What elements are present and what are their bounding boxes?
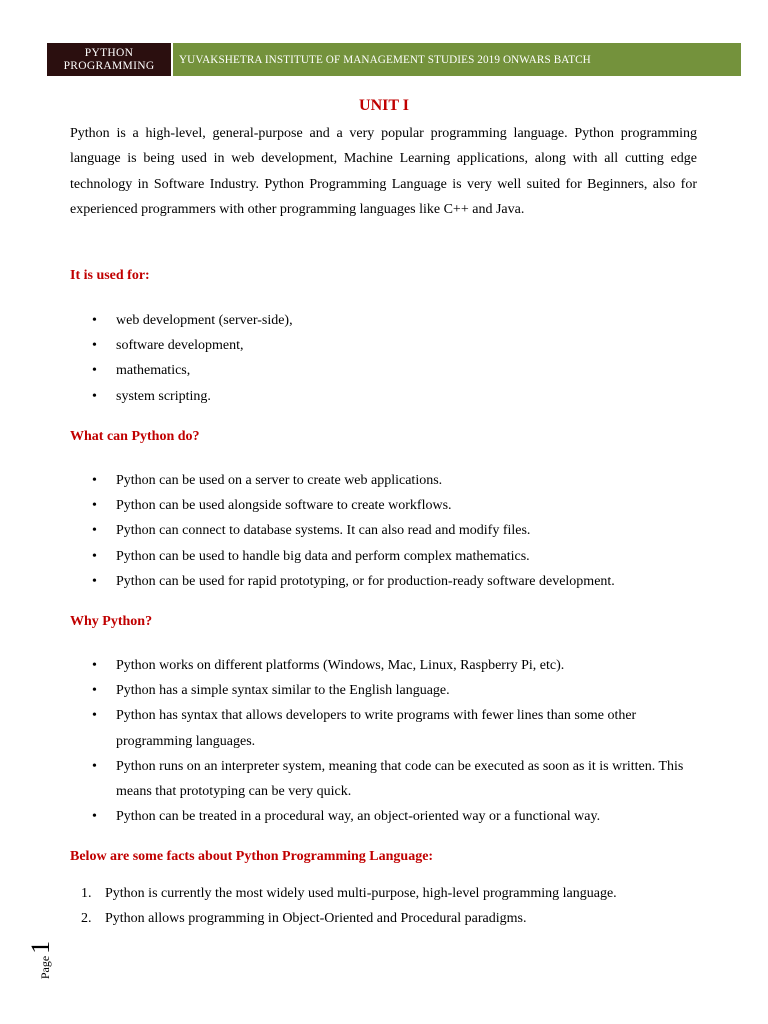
intro-paragraph: Python is a high-level, general-purpose and a very popular programming language. Python programming language is being used in web development, Machine Learning applications, along with all cutting edge technology in Software Industry. Python Programming Language is very well suited for Beginners, also for experienced programmers with other programming languages like C++ and Java.: [70, 126, 697, 217]
list-item: • Python has a simple syntax similar to the English language.: [70, 678, 702, 703]
list-item: • software development,: [70, 333, 702, 358]
list-item: • Python runs on an interpreter system, meaning that code can be executed as soon as it is written. This means that prototyping can be very quick.: [70, 754, 702, 804]
list-item: • mathematics,: [70, 358, 702, 383]
list-item-text: Python allows programming in Object-Oriented and Procedural paradigms.: [105, 911, 527, 927]
list-item: • web development (server-side),: [70, 308, 702, 333]
list-item: • Python can be used alongside software to create workflows.: [70, 493, 702, 518]
list-item: • Python can be used to handle big data and perform complex mathematics.: [70, 544, 702, 569]
uses-list: [70, 308, 702, 409]
list-item: • Python can be treated in a procedural way, an object-oriented way or a functional way.: [70, 804, 702, 829]
list-number: 1.: [81, 886, 92, 901]
list-item-text: Python is currently the most widely used multi-purpose, high-level programming language.: [105, 886, 617, 901]
page-number: 1: [26, 940, 55, 954]
section-heading-uses: It is used for:: [70, 268, 150, 283]
capabilities-list: [70, 468, 702, 594]
facts-list: [70, 881, 702, 931]
list-item: • Python has syntax that allows developers to write programs with fewer lines than some other programming languages.: [70, 703, 702, 753]
section-heading-why: Why Python?: [70, 614, 153, 629]
list-item: [70, 881, 702, 906]
list-number: 2.: [81, 911, 92, 927]
running-header: [47, 43, 741, 76]
list-item: • Python can connect to database systems. It can also read and modify files.: [70, 518, 702, 543]
page-title: UNIT I: [359, 97, 409, 114]
page-word: Page: [38, 955, 52, 980]
list-item: • Python can be used on a server to create web applications.: [70, 468, 702, 493]
list-item: • system scripting.: [70, 384, 702, 409]
list-item: • Python works on different platforms (Windows, Mac, Linux, Raspberry Pi, etc).: [70, 653, 702, 678]
section-heading-capabilities: What can Python do?: [70, 429, 200, 444]
header-institute-label: YUVAKSHETRA INSTITUTE OF MANAGEMENT STUDIES 2019 ONWARS BATCH: [173, 43, 741, 76]
page-number-label: [26, 938, 55, 982]
list-item: • Python can be used for rapid prototyping, or for production-ready software development.: [70, 569, 702, 594]
header-course-label: PYTHON PROGRAMMING: [47, 43, 173, 76]
list-item: [70, 906, 702, 931]
section-heading-facts: Below are some facts about Python Programming Language:: [70, 849, 434, 864]
why-list: [70, 653, 702, 829]
